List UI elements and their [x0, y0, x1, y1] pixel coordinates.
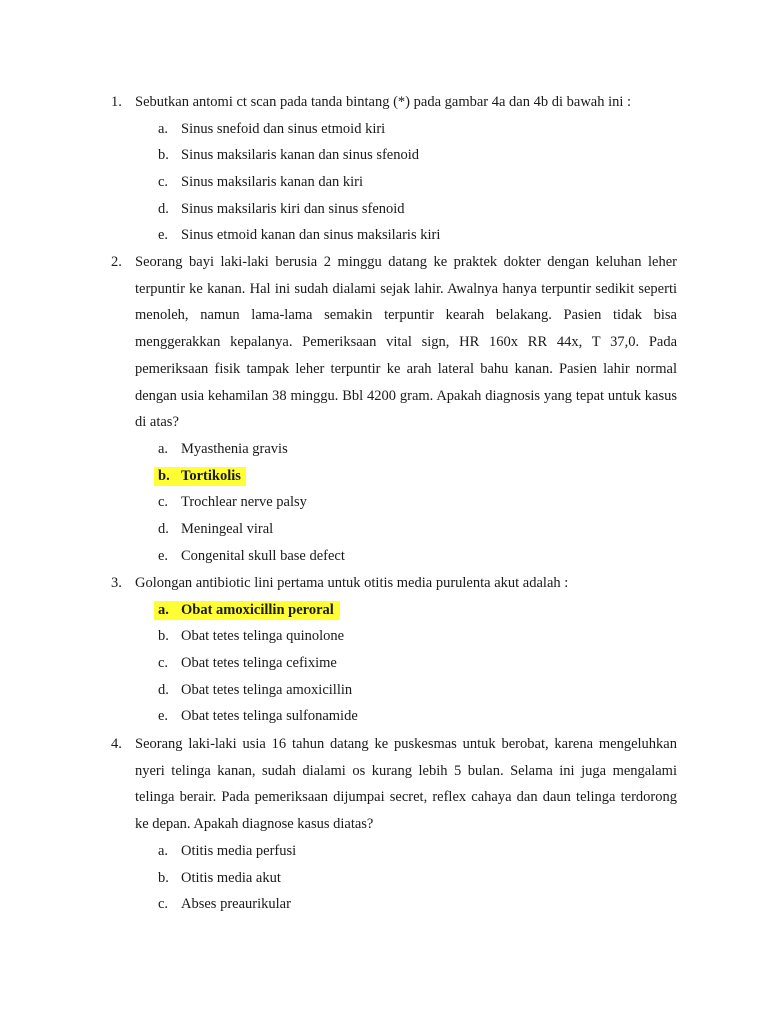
option-letter: e. [158, 227, 169, 244]
option-letter: c. [158, 655, 169, 672]
option-c [0, 169, 768, 196]
option-b [0, 142, 768, 169]
option-c [0, 650, 768, 677]
option-text: Obat tetes telinga quinolone [181, 628, 345, 645]
question-number: 3. [111, 575, 122, 591]
option-letter: a. [158, 843, 169, 859]
option-d [0, 677, 768, 704]
option-d [0, 516, 768, 543]
option-letter: b. [158, 869, 169, 886]
option-e [0, 703, 768, 730]
option-text: Obat tetes telinga cefixime [181, 655, 337, 672]
option-text: Sinus maksilaris kiri dan sinus sfenoid [181, 200, 405, 217]
option-text: Tortikolis [181, 467, 241, 484]
option-letter: c. [158, 494, 169, 511]
option-c [0, 891, 768, 918]
option-letter: c. [158, 896, 169, 913]
option-a-correct-answer [0, 597, 768, 624]
option-letter: e. [158, 547, 169, 564]
option-text: Obat tetes telinga amoxicillin [181, 681, 353, 698]
question-number: 2. [111, 254, 122, 270]
option-letter: c. [158, 174, 169, 191]
option-letter: a. [158, 120, 169, 137]
option-e [0, 222, 768, 249]
option-letter: e. [158, 708, 169, 725]
question-number: 4. [111, 736, 122, 752]
option-letter: a. [158, 441, 169, 457]
option-text: Sinus etmoid kanan dan sinus maksilaris kiri [181, 227, 441, 244]
option-letter: d. [158, 200, 169, 217]
option-text: Trochlear nerve palsy [181, 494, 307, 511]
question-text: Seorang bayi laki-laki berusia 2 minggu datang ke praktek dokter dengan keluhan leher terpuntir ke kanan. Hal ini sudah dialami sejak lahir. Awalnya hanya terpuntir sedikit seperti menoleh, namun lama-lama semakin terpuntir kearah belakang. Pasien tidak bisa menggerakkan kepalanya. Pemeriksaan vital sign, HR 160x RR 44x, T 37,0. Pada pemeriksaan fisik tampak leher terpuntir ke arah lateral bahu kanan. Pasien lahir normal dengan usia kehamilan 38 minggu. Bbl 4200 gram. Apakah diagnosis yang tepat untuk kasus di atas? [135, 254, 677, 431]
option-text: Myasthenia gravis [181, 441, 288, 457]
option-c [0, 489, 768, 516]
option-b [0, 623, 768, 650]
option-d [0, 196, 768, 223]
question-text: Seorang laki-laki usia 16 tahun datang ke puskesmas untuk berobat, karena mengeluhkan nyeri telinga kanan, sudah dialami os kurang lebih 5 bulan. Selama ini juga mengalami telinga berair. Pada pemeriksaan dijumpai secret, reflex cahaya dan daun telinga terdorong ke depan. Apakah diagnose kasus diatas? [135, 736, 677, 833]
option-text: Meningeal viral [181, 521, 274, 538]
option-a [0, 838, 768, 865]
option-text: Abses preaurikular [181, 896, 291, 913]
option-text: Obat amoxicillin peroral [181, 601, 334, 618]
option-text: Obat tetes telinga sulfonamide [181, 708, 358, 725]
option-text: Sinus snefoid dan sinus etmoid kiri [181, 120, 386, 137]
option-letter: b. [158, 628, 169, 645]
option-letter: b. [158, 467, 170, 484]
question-text: Sebutkan antomi ct scan pada tanda bintang (*) pada gambar 4a dan 4b di bawah ini : [135, 94, 632, 110]
option-text: Sinus maksilaris kanan dan kiri [181, 174, 364, 191]
option-e [0, 543, 768, 570]
option-b-correct-answer [0, 463, 768, 490]
question-text: Golongan antibiotic lini pertama untuk otitis media purulenta akut adalah : [135, 575, 569, 591]
option-text: Otitis media perfusi [181, 843, 297, 859]
option-a [0, 436, 768, 463]
option-text: Congenital skull base defect [181, 547, 345, 564]
option-letter: d. [158, 681, 169, 698]
option-letter: d. [158, 521, 169, 538]
option-b [0, 865, 768, 892]
option-letter: b. [158, 147, 169, 164]
option-text: Sinus maksilaris kanan dan sinus sfenoid [181, 147, 420, 164]
option-a [0, 116, 768, 143]
option-letter: a. [158, 601, 169, 618]
option-text: Otitis media akut [181, 869, 281, 886]
question-number: 1. [111, 94, 122, 110]
